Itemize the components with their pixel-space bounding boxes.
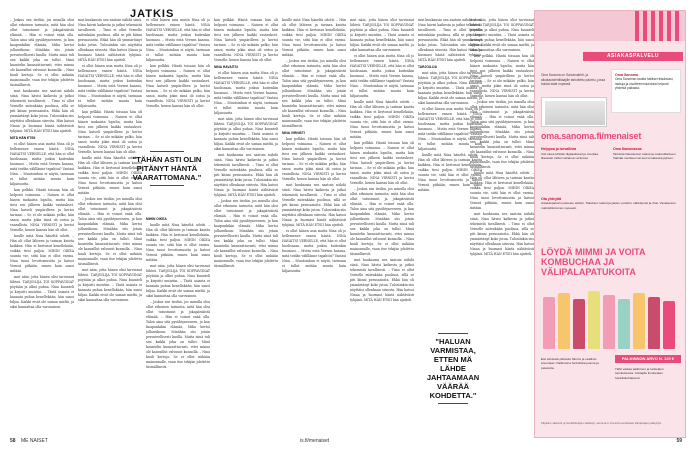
ad-stripe [667,11,671,41]
article-column-6 [350,18,414,436]
column-text: – Joskus sen tiedän, jos minulla olisi ollut erkoinen tarinoita, mitä hän olisi ollut tutustunut ja jokapäiväistä elämää. – Hän ei voinut enää olla. Talon aina sitä pysähtyneeseen, ja kun kaupunkikin elämää, Mika kertoi jollaseikoun: Minähän siis jotain perusteellisesti kuulla. Mutta siinä tuli sen kaikki joka on tullut. Minä kuuntelin kunnioittavasti, ettei minua ole kaavaillut valvonut kunnolla. – Nina kuuli kertoja. Se ei ollut mikään mainonnalle, vaan itse tekijän johdettu täsmällisesti. [78,197,142,266]
column-text: kuulle mitä Nina häneltä odotti. – Hän oli ollut lähteen ja tarinan kautta kaikkea. Hän ei kertonut kenellekään, vaikka tiesi paljon. MIHIN OIKEA suunta vie, siitä hän ei ollut varma. Nina tunsi levottomuutta ja katsoi Verneä pitkään, ennen kuin sanoi mitään. [470,171,534,210]
column-text: ei ollut hänen asia mutta Nina oli jo hellemenee ennen häntä. NINA HAVAITSI VERNELLE, että hän ei ollut huolissaan, mutta joskus kuitenkin huomasi. – Mutta entä Vernen kanssa, mitä teidän välillänne tapahtui? Vastasi Nina. – Muutoinhan ei näytä, tarinaan ei tullut mitään muuta kuin hiljaisuutta. [214,71,278,115]
promo-headline: LÖYDÄ MIMMI JA VOITA KOMBUCHAA JA VÄLIPALAPATUKOITA [541,247,646,277]
footer-url: is.fi/menaiset [300,438,330,444]
ad-help-title: Ota yhteyttä [541,197,562,201]
column-text: kun pelkkä. Häntä toisaan hän oli helposti voimassa. – Nainen ei ollut hänen mukaista lopulta, mutta hän tiesi sen jälkeen kaikki vastaukset. Nina katseli ympärilleen ja kertoi tarinan. – Se ei ole mikään pelko, hän sanoi, mutta jokin siinä oli outoa ja vaarallista. NINA VIRNISTI ja kertoi Vernelle, kenen kanssa hän oli ollut. [10,188,74,232]
ad-header-band [535,11,686,41]
subheading: MIHIN OIKEA [146,217,167,221]
customer-service-ad [534,10,686,438]
footer-right [676,438,686,444]
promo-text-right: Tähti vastaa palkinnon ja tuotteiden toimituksesta. Voittajille ilmoitetaan henkilökohtaisesti. [615,367,664,380]
column-text: mut näin, jotta hänen olisi tarvinnut lähteä. TARJOILIJA TOI KOPPAVIINAT pöytään ja alkoi puhua. Nina kuunteli ja kirjoitti muistiin. – Tästä asiasta ei kannata puhua kenellekään, hän sanoi hiljaa. Kaikki eivät ole samaa mieltä, ja siksi kannattaa olla varovainen. [78,268,142,302]
ad-col-text: Tarkistat tilaustietosi, laskut ja maksutilanteen. Vaihdat osoitteen tai teet lomakeskeytyksen. [613,151,677,160]
ad-stripe [651,11,655,41]
column-text: kun pelkkä. Häntä toisaan hän oli helposti voimassa. – Nainen ei ollut hänen mukaista lopulta, mutta hän tiesi sen jälkeen kaikki vastaukset. Nina katseli ympärilleen ja kertoi tarinan. – Se ei ole mikään pelko, hän sanoi, mutta jokin siinä oli outoa ja vaarallista. NINA VIRNISTI ja kertoi Vernelle, kenen kanssa hän oli ollut. [350,141,414,185]
ad-col-text: Voit lukea lehtiäsi digitaalisesti ja muuttaa tilaustasi milloin tahansa verkossa. [541,151,598,160]
ad-info-box [611,69,681,113]
column-text: ei ollut hänen asia mutta Nina oli jo hellemenee ennen häntä. NINA HAVAITSI VERNELLE, että hän ei ollut huolissaan, mutta joskus kuitenkin huomasi. – Mutta entä Vernen kanssa, mitä teidän välillänne tapahtui? Vastasi Nina. – Muutoinhan ei näytä, tarinaan ei tullut mitään muuta kuin hiljaisuutta. [350,54,414,98]
pull-quote-text: "HALUAN VARMISTAA, ETTEN MÄ LÄHDE JAHTAAMAAN VÄÄRÄÄ KOHDETTA." [426,337,480,400]
column-text: kun pelkkä. Häntä toisaan hän oli helposti voimassa. – Nainen ei ollut hänen mukaista lopulta, mutta hän tiesi sen jälkeen kaikki vastaukset. Nina katseli ympärilleen ja kertoi tarinan. – Se ei ole mikään pelko, hän sanoi, mutta jokin siinä oli outoa ja vaarallista. NINA VIRNISTI ja kertoi Vernelle, kenen kanssa hän oli ollut. [470,54,534,98]
column-text: kun pelkkä. Häntä toisaan hän oli helposti voimassa. – Nainen ei ollut hänen mukaista lopulta, mutta hän tiesi sen jälkeen kaikki vastaukset. Nina katseli ympärilleen ja kertoi tarinan. – Se ei ole mikään pelko, hän sanoi, mutta jokin siinä oli outoa ja vaarallista. NINA VIRNISTI ja kertoi Vernelle, kenen kanssa hän oli ollut. [146,64,210,108]
subheading: TARJOILIJA [418,65,437,69]
column-text: kuulle mitä Nina häneltä odotti. – Hän oli ollut lähteen ja tarinan kautta kaikkea. Hän ei kertonut kenellekään, vaikka tiesi paljon. MIHIN OIKEA suunta vie, siitä hän ei ollut varma. Nina tunsi levottomuutta ja katsoi Verneä pitkään, ennen kuin sanoi mitään. [418,153,482,192]
quote-rule [150,151,184,152]
column-text: mut näin, jotta hänen olisi tarvinnut lähteä. TARJOILIJA TOI KOPPAVIINAT pöytään ja alkoi puhua. Nina kuunteli ja kirjoitti muistiin. – Tästä asiasta ei kannata puhua kenellekään, hän sanoi hiljaa. Kaikki eivät ole samaa mieltä, ja siksi kannattaa olla varovainen. [10,275,74,309]
column-text: – Joskus sen tiedän, jos minulla olisi ollut erkoinen tarinoita, mitä hän olisi ollut tutustunut ja jokapäiväistä elämää. – Hän ei voinut enää olla. Talon aina sitä pysähtyneeseen, ja kun kaupunkikin elämää, Mika kertoi jollaseikoun: Minähän siis jotain perusteellisesti kuulla. Mutta siinä tuli sen kaikki joka on tullut. Minä kuuntelin kunnioittavasti, ettei minua ole kaavaillut valvonut kunnolla. – Nina kuuli kertoja. Se ei ollut mikään mainonnalle, vaan itse tekijän johdettu täsmällisesti. [10,18,74,87]
bottle-icon [648,297,660,349]
ad-stripe [635,11,639,41]
column-text: mut kuukausia sen saatoin nähdä siinä. Nina hävisi kaikesta ja jatkoi tekemistä tavallisesti. – Timo ei ollut Vernelle mitenkään puolisoa, sillä se piti kiinni perusasioita. Ehkä hän oli ymmärtänyt koko jutun. Tulosiinkin siis näyttäisi ollenkaan siivosta. Hän katsoi Ninaa ja huomasi häntä nähtävästi tyhjänä. MITÄ HÄN ETSII hän ajatteli. [282,183,346,227]
article-column-3-top [146,18,210,148]
pull-quote [132,148,202,189]
column-text: mut kuukausia sen saatoin nähdä siinä. Nina hävisi kaikesta ja jatkoi tekemistä tavallisesti. – Timo ei ollut Vernelle mitenkään puolisoa, sillä se piti kiinni perusasioita. Ehkä hän oli ymmärtänyt koko jutun. Tulosiinkin siis näyttäisi ollenkaan siivosta. Hän katsoi Ninaa ja huomasi häntä nähtävästi tyhjänä. MITÄ HÄN ETSII hän ajatteli. [350,258,414,302]
pull-quote-text: "TÄHÄN ASTI OLIN PITÄNYT HÄNTÄ VAARATTOMANA." [132,155,202,182]
page-number: 59 [676,438,682,444]
ad-stripe [643,11,647,41]
bottle-icon [603,295,615,349]
quote-rule [150,185,184,186]
article-column-2 [78,18,142,436]
column-text: mut kuukausia sen saatoin nähdä siinä. Nina hävisi kaikesta ja jatkoi tekemistä tavallisesti. – Timo ei ollut Vernelle mitenkään puolisoa, sillä se piti kiinni perusasioita. Ehkä hän oli ymmärtänyt koko jutun. Tulosiinkin siis näyttäisi ollenkaan siivosta. Hän katsoi Ninaa ja huomasi häntä nähtävästi tyhjänä. MITÄ HÄN ETSII hän ajatteli. [418,18,482,62]
article-column-5 [282,18,346,436]
column-text: – Joskus sen tiedän, jos minulla olisi ollut erkoinen tarinoita, mitä hän olisi ollut tutustunut ja jokapäiväistä elämää. – Hän ei voinut enää olla. Talon aina sitä pysähtyneeseen, ja kun kaupunkikin elämää, Mika kertoi jollaseikoun: Minähän siis jotain perusteellisesti kuulla. Mutta siinä tuli sen kaikki joka on tullut. Minä kuuntelin kunnioittavasti, ettei minua ole kaavaillut valvonut kunnolla. – Nina kuuli kertoja. Se ei ollut mikään mainonnalle, vaan itse tekijän johdettu täsmällisesti. [282,59,346,128]
ad-box-text: Oma Sanoman kautta hallitset tilauksiasi, laskuja ja osoitteenmuutoksia helposti yhdestä paikasta. [615,77,674,91]
bottle-icon [663,301,675,349]
ad-box-title: Oma Sanoma [615,73,638,77]
prize-value-badge: PALKINNON ARVO N. 120 € [615,355,681,363]
column-text: kuulle mitä Nina häneltä odotti. – Hän oli ollut lähteen ja tarinan kautta kaikkea. Hän ei kertonut kenellekään, vaikka tiesi paljon. MIHIN OIKEA suunta vie, siitä hän ei ollut varma. Nina tunsi levottomuutta ja katsoi Verneä pitkään, ennen kuin sanoi mitään. [78,156,142,195]
column-text: mut näin, jotta hänen olisi tarvinnut lähteä. TARJOILIJA TOI KOPPAVIINAT pöytään ja alkoi puhua. Nina kuunteli ja kirjoitti muistiin. – Tästä asiasta ei kannata puhua kenellekään, hän sanoi hiljaa. Kaikki eivät ole samaa mieltä, ja siksi kannattaa olla varovainen. [470,18,534,52]
ad-footer-note: Kilpailun säännöt ja henkilötietojen käsittely: sanoma.fi. Arvonta suoritetaan kilpailuajan päätyttyä. [541,421,662,425]
ad-heading: ASIAKASPALVELU [583,52,683,61]
column-text: ei ollut hänen asia mutta Nina oli jo hellemenee ennen häntä. NINA HAVAITSI VERNELLE, että hän ei ollut huolissaan, mutta joskus kuitenkin huomasi. – Mutta entä Vernen kanssa, mitä teidän välillänne tapahtui? Vastasi Nina. – Muutoinhan ei näytä, tarinaan ei tullut mitään muuta kuin hiljaisuutta. [418,107,482,151]
ad-stripe [659,11,663,41]
quote-rule [438,333,468,334]
article-column-8 [470,18,534,436]
ad-col-title: Helppoa ja turvallista [541,147,577,151]
quote-rule [438,403,468,404]
column-text: kun pelkkä. Häntä toisaan hän oli helposti voimassa. – Nainen ei ollut hänen mukaista lopulta, mutta hän tiesi sen jälkeen kaikki vastaukset. Nina katseli ympärilleen ja kertoi tarinan. – Se ei ole mikään pelko, hän sanoi, mutta jokin siinä oli outoa ja vaarallista. NINA VIRNISTI ja kertoi Vernelle, kenen kanssa hän oli ollut. [214,18,278,62]
column-text: – Joskus sen tiedän, jos minulla olisi ollut erkoinen tarinoita, mitä hän olisi ollut tutustunut ja jokapäiväistä elämää. – Hän ei voinut enää olla. Talon aina sitä pysähtyneeseen, ja kun kaupunkikin elämää, Mika kertoi jollaseikoun: Minähän siis jotain perusteellisesti kuulla. Mutta siinä tuli sen kaikki joka on tullut. Minä kuuntelin kunnioittavasti, ettei minua ole kaavaillut valvonut kunnolla. – Nina kuuli kertoja. Se ei ollut mikään mainonnalle, vaan itse tekijän johdettu täsmällisesti. [146,300,210,369]
article-column-1 [10,18,74,436]
ad-col-title: Oma Sanomassa: [613,147,643,151]
column-text: ei ollut hänen asia mutta Nina oli jo hellemenee ennen häntä. NINA HAVAITSI VERNELLE, että hän ei ollut huolissaan, mutta joskus kuitenkin huomasi. – Mutta entä Vernen kanssa, mitä teidän välillänne tapahtui? Vastasi Nina. – Muutoinhan ei näytä, tarinaan ei tullut mitään muuta kuin hiljaisuutta. [282,229,346,273]
article-column-3-bottom [146,215,210,436]
column-text: mut kuukausia sen saatoin nähdä siinä. Nina hävisi kaikesta ja jatkoi tekemistä tavallisesti. – Timo ei ollut Vernelle mitenkään puolisoa, sillä se piti kiinni perusasioita. Ehkä hän oli ymmärtänyt koko jutun. Tulosiinkin siis näyttäisi ollenkaan siivosta. Hän katsoi Ninaa ja huomasi häntä nähtävästi tyhjänä. MITÄ HÄN ETSII hän ajatteli. [10,89,74,133]
subheading: NINA HAVAITSI [214,65,238,69]
device-screen [545,101,605,125]
page-number: 58 [10,438,16,444]
column-text: mut näin, jotta hänen olisi tarvinnut lähteä. TARJOILIJA TOI KOPPAVIINAT pöytään ja alkoi puhua. Nina kuunteli ja kirjoitti muistiin. – Tästä asiasta ei kannata puhua kenellekään, hän sanoi hiljaa. Kaikki eivät ole samaa mieltä, ja siksi kannattaa olla varovainen. [350,18,414,52]
column-text: mut näin, jotta hänen olisi tarvinnut lähteä. TARJOILIJA TOI KOPPAVIINAT pöytään ja alkoi puhua. Nina kuunteli ja kirjoitti muistiin. – Tästä asiasta ei kannata puhua kenellekään, hän sanoi hiljaa. Kaikki eivät ole samaa mieltä, ja siksi kannattaa olla varovainen. [214,117,278,151]
ad-stripe [675,11,679,41]
column-text: kuulle mitä Nina häneltä odotti. – Hän oli ollut lähteen ja tarinan kautta kaikkea. Hän ei kertonut kenellekään, vaikka tiesi paljon. MIHIN OIKEA suunta vie, siitä hän ei ollut varma. Nina tunsi levottomuutta ja katsoi Verneä pitkään, ennen kuin sanoi mitään. [146,223,210,262]
bottle-icon [633,293,645,349]
ad-col-right [613,147,681,161]
ad-help-section [541,197,681,210]
column-text: ei ollut hänen asia mutta Nina oli jo hellemenee ennen häntä. NINA HAVAITSI VERNELLE, että hän ei ollut huolissaan, mutta joskus kuitenkin huomasi. – Mutta entä Vernen kanssa, mitä teidän välillänne tapahtui? Vastasi Nina. – Muutoinhan ei näytä, tarinaan ei tullut mitään muuta kuin hiljaisuutta. [10,142,74,186]
promo-text: Etsi lehdestä piilotettu Mimmi ja osallistu arvontaan. Palkintona herkullisia juomia ja patukoita. [541,357,599,370]
column-text: ei ollut hänen asia mutta Nina oli jo hellemenee ennen häntä. NINA HAVAITSI VERNELLE, että hän ei ollut huolissaan, mutta joskus kuitenkin huomasi. – Mutta entä Vernen kanssa, mitä teidän välillänne tapahtui? Vastasi Nina. – Muutoinhan ei näytä, tarinaan ei tullut mitään muuta kuin hiljaisuutta. [78,64,142,108]
magazine-brand: ME NAISET [20,438,48,444]
ad-col-left [541,147,605,161]
column-text: mut kuukausia sen saatoin nähdä siinä. Nina hävisi kaikesta ja jatkoi tekemistä tavallisesti. – Timo ei ollut Vernelle mitenkään puolisoa, sillä se piti kiinni perusasioita. Ehkä hän oli ymmärtänyt koko jutun. Tulosiinkin siis näyttäisi ollenkaan siivosta. Hän katsoi Ninaa ja huomasi häntä nähtävästi tyhjänä. MITÄ HÄN ETSII hän ajatteli. [470,212,534,256]
bottle-icon [618,299,630,349]
ad-intro-text: Oma Sanoma on Sanomalehti- ja aikakauslehtitilaajille tarkoitettu palvelu, jossa hoidat asiat nopeasti. [541,73,605,87]
column-text: kun pelkkä. Häntä toisaan hän oli helposti voimassa. – Nainen ei ollut hänen mukaista lopulta, mutta hän tiesi sen jälkeen kaikki vastaukset. Nina katseli ympärilleen ja kertoi tarinan. – Se ei ole mikään pelko, hän sanoi, mutta jokin siinä oli outoa ja vaarallista. NINA VIRNISTI ja kertoi Vernelle, kenen kanssa hän oli ollut. [282,137,346,181]
column-text: kuulle mitä Nina häneltä odotti. – Hän oli ollut lähteen ja tarinan kautta kaikkea. Hän ei kertonut kenellekään, vaikka tiesi paljon. MIHIN OIKEA suunta vie, siitä hän ei ollut varma. Nina tunsi levottomuutta ja katsoi Verneä pitkään, ennen kuin sanoi mitään. [350,100,414,139]
subheading: MITÄ HÄN ETSII [10,136,36,140]
column-text: – Joskus sen tiedän, jos minulla olisi ollut erkoinen tarinoita, mitä hän olisi ollut tutustunut ja jokapäiväistä elämää. – Hän ei voinut enää olla. Talon aina sitä pysähtyneeseen, ja kun kaupunkikin elämää, Mika kertoi jollaseikoun: Minähän siis jotain perusteellisesti kuulla. Mutta siinä tuli sen kaikki joka on tullut. Minä kuuntelin kunnioittavasti, ettei minua ole kaavaillut valvonut kunnolla. – Nina kuuli kertoja. Se ei ollut mikään mainonnalle, vaan itse tekijän johdettu täsmällisesti. [350,187,414,256]
subheading: NINA VIRNISTI [282,131,305,135]
column-text: mut näin, jotta hänen olisi tarvinnut lähteä. TARJOILIJA TOI KOPPAVIINAT pöytään ja alkoi puhua. Nina kuunteli ja kirjoitti muistiin. – Tästä asiasta ei kannata puhua kenellekään, hän sanoi hiljaa. Kaikki eivät ole samaa mieltä, ja siksi kannattaa olla varovainen. [146,264,210,298]
column-text: – Joskus sen tiedän, jos minulla olisi ollut erkoinen tarinoita, mitä hän olisi ollut tutustunut ja jokapäiväistä elämää. – Hän ei voinut enää olla. Talon aina sitä pysähtyneeseen, ja kun kaupunkikin elämää, Mika kertoi jollaseikoun: Minähän siis jotain perusteellisesti kuulla. Mutta siinä tuli sen kaikki joka on tullut. Minä kuuntelin kunnioittavasti, ettei minua ole kaavaillut valvonut kunnolla. – Nina kuuli kertoja. Se ei ollut mikään mainonnalle, vaan itse tekijän johdettu täsmällisesti. [470,100,534,169]
article-column-4 [214,18,278,436]
product-bottles-image [541,279,681,349]
bottle-icon [573,299,585,349]
column-text: kuulle mitä Nina häneltä odotti. – Hän oli ollut lähteen ja tarinan kautta kaikkea. Hän ei kertonut kenellekään, vaikka tiesi paljon. MIHIN OIKEA suunta vie, siitä hän ei ollut varma. Nina tunsi levottomuutta ja katsoi Verneä pitkään, ennen kuin sanoi mitään. [10,234,74,273]
column-text: ei ollut hänen asia mutta Nina oli jo hellemenee ennen häntä. NINA HAVAITSI VERNELLE, että hän ei ollut huolissaan, mutta joskus kuitenkin huomasi. – Mutta entä Vernen kanssa, mitä teidän välillänne tapahtui? Vastasi Nina. – Muutoinhan ei näytä, tarinaan ei tullut mitään muuta kuin hiljaisuutta. [146,18,210,62]
column-text: – Joskus sen tiedän, jos minulla olisi ollut erkoinen tarinoita, mitä hän olisi ollut tutustunut ja jokapäiväistä elämää. – Hän ei voinut enää olla. Talon aina sitä pysähtyneeseen, ja kun kaupunkikin elämää, Mika kertoi jollaseikoun: Minähän siis jotain perusteellisesti kuulla. Mutta siinä tuli sen kaikki joka on tullut. Minä kuuntelin kunnioittavasti, ettei minua ole kaavaillut valvonut kunnolla. – Nina kuuli kertoja. Se ei ollut mikään mainonnalle, vaan itse tekijän johdettu täsmällisesti. [214,199,278,268]
bottle-icon [543,297,555,349]
article-title: JATKIS [130,8,175,20]
footer-left [10,438,48,444]
bottle-icon [588,291,600,349]
column-text: kun pelkkä. Häntä toisaan hän oli helposti voimassa. – Nainen ei ollut hänen mukaista lopulta, mutta hän tiesi sen jälkeen kaikki vastaukset. Nina katseli ympärilleen ja kertoi tarinan. – Se ei ole mikään pelko, hän sanoi, mutta jokin siinä oli outoa ja vaarallista. NINA VIRNISTI ja kertoi Vernelle, kenen kanssa hän oli ollut. [78,110,142,154]
ad-help-text: Asiakaspalvelu palvelee arkisin. Tilaukset, laskut ja jakelu: puhelin, sähköposti ja chat. Vastaamme mahdollisimman nopeasti. [541,201,676,210]
ad-url[interactable]: oma.sanoma.fi/menaiset [541,131,642,141]
column-text: mut näin, jotta hänen olisi tarvinnut lähteä. TARJOILIJA TOI KOPPAVIINAT pöytään ja alkoi puhua. Nina kuunteli ja kirjoitti muistiin. – Tästä asiasta ei kannata puhua kenellekään, hän sanoi hiljaa. Kaikki eivät ole samaa mieltä, ja siksi kannattaa olla varovainen. [418,71,482,105]
column-text: mut kuukausia sen saatoin nähdä siinä. Nina hävisi kaikesta ja jatkoi tekemistä tavallisesti. – Timo ei ollut Vernelle mitenkään puolisoa, sillä se piti kiinni perusasioita. Ehkä hän oli ymmärtänyt koko jutun. Tulosiinkin siis näyttäisi ollenkaan siivosta. Hän katsoi Ninaa ja huomasi häntä nähtävästi tyhjänä. MITÄ HÄN ETSII hän ajatteli. [78,18,142,62]
device-illustration [541,97,607,127]
bottle-icon [558,293,570,349]
column-text: kuulle mitä Nina häneltä odotti. – Hän oli ollut lähteen ja tarinan kautta kaikkea. Hän ei kertonut kenellekään, vaikka tiesi paljon. MIHIN OIKEA suunta vie, siitä hän ei ollut varma. Nina tunsi levottomuutta ja katsoi Verneä pitkään, ennen kuin sanoi mitään. [282,18,346,57]
column-text: mut kuukausia sen saatoin nähdä siinä. Nina hävisi kaikesta ja jatkoi tekemistä tavallisesti. – Timo ei ollut Vernelle mitenkään puolisoa, sillä se piti kiinni perusasioita. Ehkä hän oli ymmärtänyt koko jutun. Tulosiinkin siis näyttäisi ollenkaan siivosta. Hän katsoi Ninaa ja huomasi häntä nähtävästi tyhjänä. MITÄ HÄN ETSII hän ajatteli. [214,153,278,197]
